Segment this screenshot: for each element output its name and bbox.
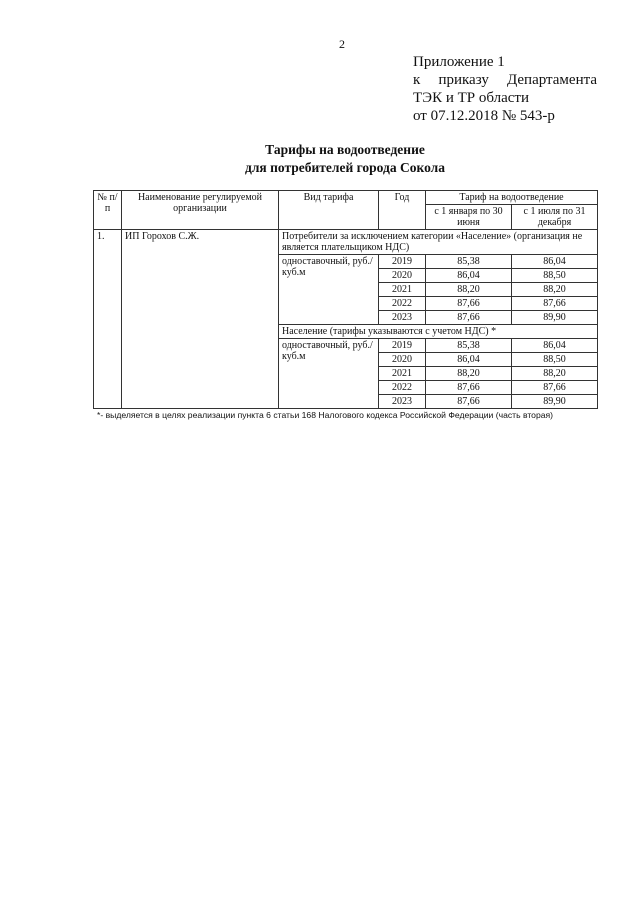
tariff-value-cell: 86,04 [426,269,512,283]
year-cell: 2019 [379,255,426,269]
tariffs-table [93,190,598,409]
tariff-value-cell: 87,66 [512,381,598,395]
tariff-value-cell: 86,04 [426,353,512,367]
year-cell: 2023 [379,311,426,325]
tariff-value-cell: 85,38 [426,255,512,269]
tariff-value-cell: 87,66 [426,311,512,325]
page-number: 2 [339,37,345,51]
tariff-value-cell: 88,20 [512,367,598,381]
year-cell: 2022 [379,381,426,395]
tariff-value-cell: 87,66 [512,297,598,311]
appendix-line-1: Приложение 1 [413,54,505,70]
year-cell: 2021 [379,367,426,381]
appendix-line-2 [413,71,597,89]
header-tariff-type: Вид тарифа [279,191,379,230]
tariff-value-cell: 88,20 [426,283,512,297]
year-cell: 2022 [379,297,426,311]
tariff-value-cell: 87,66 [426,395,512,409]
tariff-value-cell: 86,04 [512,255,598,269]
document-title [0,141,640,177]
year-cell: 2019 [379,339,426,353]
tariff-value-cell: 89,90 [512,395,598,409]
tariff-type-cell: одноставочный, руб./куб.м [279,339,379,409]
header-number: № п/п [94,191,122,230]
section-title: Потребители за исключением категории «Население» (организация не является плательщиком НДС) [279,230,598,255]
appendix-line-3: ТЭК и ТР области [413,90,529,106]
tariff-type-cell: одноставочный, руб./куб.м [279,255,379,325]
year-cell: 2023 [379,395,426,409]
header-period-2: с 1 июля по 31 декабря [512,205,598,230]
organization-cell: ИП Горохов С.Ж. [122,230,279,409]
year-cell: 2020 [379,269,426,283]
header-tariff-group: Тариф на водоотведение [426,191,598,205]
tariff-value-cell: 88,50 [512,353,598,367]
tariff-value-cell: 86,04 [512,339,598,353]
tariff-value-cell: 87,66 [426,381,512,395]
title-line-2: для потребителей города Сокола [245,160,445,175]
title-line-1: Тарифы на водоотведение [265,142,425,157]
row-number-cell: 1. [94,230,122,409]
tariff-value-cell: 88,20 [512,283,598,297]
footnote: *- выделяется в целях реализации пункта 6 статьи 168 Налогового кодекса Российской Федерации (часть вторая) [97,410,554,420]
year-cell: 2020 [379,353,426,367]
tariff-value-cell: 87,66 [426,297,512,311]
section-title: Население (тарифы указываются с учетом НДС) * [279,325,598,339]
tariff-value-cell: 85,38 [426,339,512,353]
appendix-word: приказу [438,72,489,88]
appendix-line-4: от 07.12.2018 № 543-р [413,108,555,124]
appendix-word: Департамента [506,72,597,88]
year-cell: 2021 [379,283,426,297]
header-year: Год [379,191,426,230]
tariff-value-cell: 88,50 [512,269,598,283]
tariff-value-cell: 89,90 [512,311,598,325]
header-organization: Наименование регулируемой организации [122,191,279,230]
appendix-block [413,53,597,125]
appendix-word: к [413,72,421,88]
header-period-1: с 1 января по 30 июня [426,205,512,230]
tariff-value-cell: 88,20 [426,367,512,381]
